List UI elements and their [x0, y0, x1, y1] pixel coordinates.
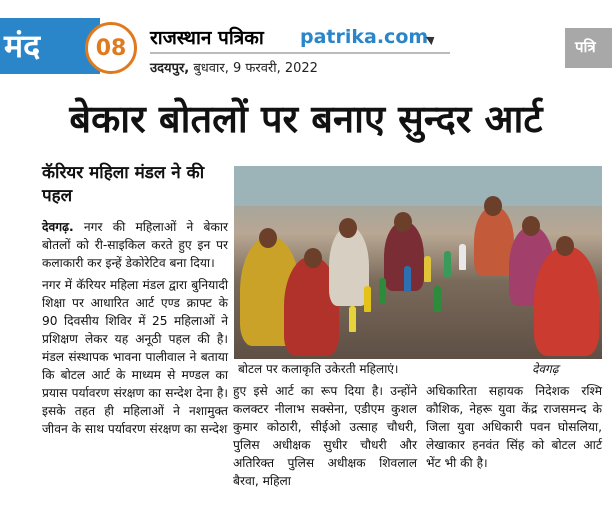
article-column-1: [42, 218, 228, 438]
photo-background-wall: [234, 166, 602, 206]
article-column-3: अधिकारिता सहायक निदेशक रश्मि कौशिक, नेहरू युवा केंद्र राजसमन्द के जिला युवा अधिकारी पवन घोसलिया, लेखाकार हनवंत सिंह को बोटल आर्ट भेंट भी की है।: [426, 384, 602, 470]
article-paragraph-2: नगर में कॅरियर महिला मंडल द्वारा बुनियादी शिक्षा पर आधारित आर्ट एण्ड क्राफ्ट के 90 दिवसीय शिविर में 25 महिलाओं ने प्रशिक्षण लेकर यह अनूठी पहल की है। मंडल संस्थापक भावना पालीवाल ने बताया कि बोटल आर्ट के माध्यम से मण्डल का प्रयास पर्यावरण संरक्षण का सन्देश देना है। इसके तहत ही महिलाओं ने नशामुक्त जीवन के साथ पर्यावरण संरक्षण का सन्देश: [42, 278, 228, 436]
photo-bottle: [404, 266, 411, 292]
photo-bottle: [424, 256, 431, 282]
article-headline: बेकार बोतलों पर बनाए सुन्दर आर्ट: [69, 97, 543, 141]
article-paragraph-1: [42, 218, 228, 272]
photo-bottle: [434, 286, 441, 312]
article-subhead: कॅरियर महिला मंडल ने की पहल: [42, 163, 205, 206]
photo-bottle: [459, 244, 466, 270]
photo-head: [339, 218, 357, 238]
photo-head: [556, 236, 574, 256]
photo-figure: [329, 226, 369, 306]
photo-head: [484, 196, 502, 216]
article-photo: [234, 166, 602, 359]
photo-bottle: [444, 251, 451, 277]
newspaper-name: राजस्थान पत्रिका: [150, 27, 264, 49]
photo-figure: [474, 206, 514, 276]
newspaper-url: patrika.com: [300, 26, 429, 48]
section-tab-right-label: पत्रि: [575, 38, 596, 56]
edition-city: उदयपुर,: [150, 61, 190, 76]
photo-head: [304, 248, 322, 268]
section-tab-left-label: मंद: [4, 27, 41, 65]
article-column-2: हुए इसे आर्ट का रूप दिया है। उन्होंने कलक्टर नीलाभ सक्सेना, एडीएम कुशल कुमार कोठारी, सीईओ उत्साह चौधरी, पुलिस अधीक्षक सुधीर चौधरी और अतिरिक्त पुलिस अधीक्षक शिवलाल बैरवा, महिला: [233, 384, 417, 488]
photo-head: [394, 212, 412, 232]
photo-figure: [534, 246, 599, 356]
photo-head: [259, 228, 277, 248]
photo-bottle: [349, 306, 356, 332]
article-dateline: देवगढ़.: [42, 220, 74, 234]
photo-bottle: [379, 278, 386, 304]
article-paragraph-1-text: नगर की महिलाओं ने बेकार बोतलों को री-साइकिल करते हुए इन पर कलाकारी कर इन्हें डेकोरेटिव बना दिया।: [42, 220, 228, 270]
photo-bottle: [364, 286, 371, 312]
edition-dateline: [150, 58, 318, 76]
page-number-badge: 08: [85, 22, 137, 74]
photo-caption-place: देवगढ़: [532, 362, 559, 376]
photo-head: [522, 216, 540, 236]
masthead-divider: [150, 52, 450, 54]
edition-date: बुधवार, 9 फरवरी, 2022: [193, 61, 318, 76]
section-tab-right: [565, 28, 612, 68]
photo-caption: बोटल पर कलाकृति उकेरती महिलाएं।: [238, 362, 399, 376]
